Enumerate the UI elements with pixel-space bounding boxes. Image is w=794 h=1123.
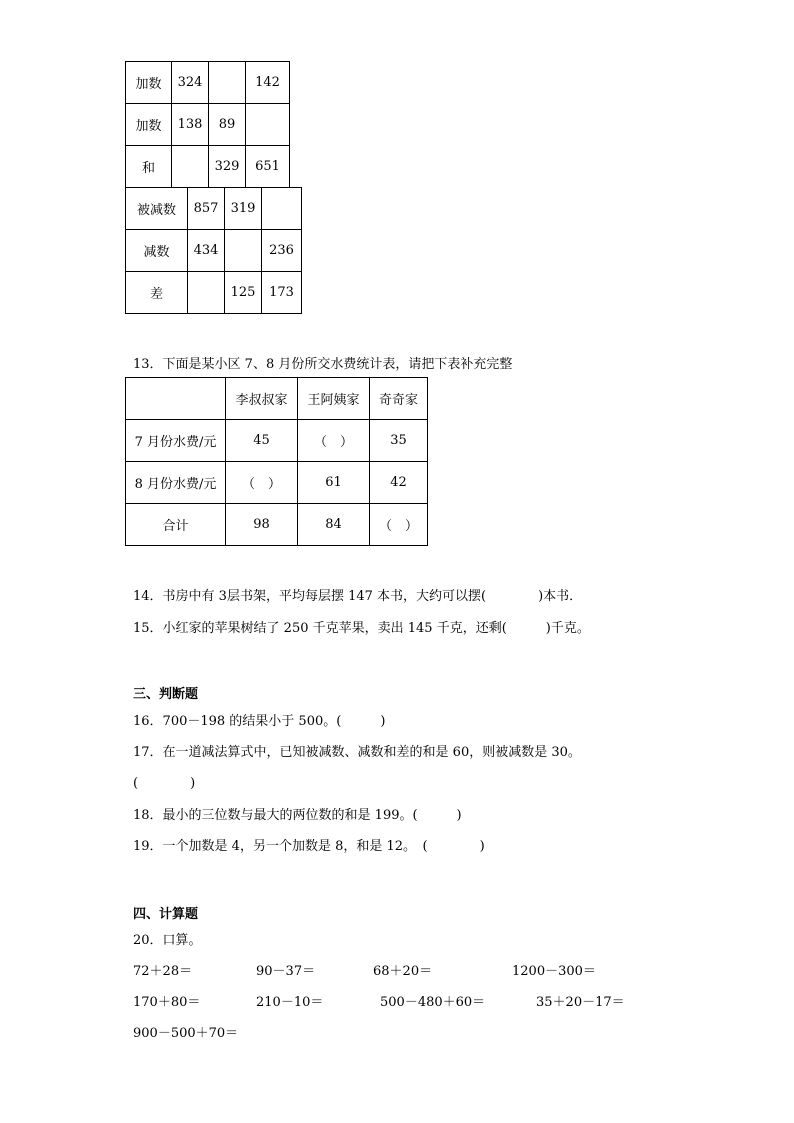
table-header: 奇奇家 — [370, 378, 428, 420]
row-label: 和 — [126, 146, 172, 188]
calc-item: 1200－300＝ — [512, 964, 596, 979]
row-label: 8 月份水费/元 — [126, 462, 226, 504]
question-19: 19．一个加数是 4，另一个加数是 8，和是 12。 ( ) — [133, 839, 485, 854]
question-17-answer: ( ) — [133, 776, 196, 791]
calc-item: 900－500＋70＝ — [133, 1026, 239, 1041]
table-cell: 236 — [262, 230, 302, 272]
question-17: 17．在一道减法算式中，已知被减数、减数和差的和是 60，则被减数是 30。 — [133, 745, 581, 760]
section-heading-calculation: 四、计算题 — [133, 907, 199, 922]
table-cell: 45 — [226, 420, 298, 462]
table-row — [126, 104, 290, 146]
table-row — [126, 146, 290, 188]
question-14: 14．书房中有 3层书架，平均每层摆 147 本书，大约可以摆( )本书． — [133, 589, 583, 604]
row-label: 减数 — [126, 230, 188, 272]
table-row — [126, 62, 290, 104]
table-cell: 651 — [246, 146, 290, 188]
table-header — [126, 378, 226, 420]
table-cell — [172, 146, 209, 188]
table-cell: 98 — [226, 504, 298, 546]
table-header: 王阿姨家 — [298, 378, 370, 420]
question-15: 15．小红家的苹果树结了 250 千克苹果，卖出 145 千克，还剩( )千克。 — [133, 621, 590, 636]
row-label: 差 — [126, 272, 188, 314]
table-cell: 173 — [262, 272, 302, 314]
table-cell: 89 — [209, 104, 246, 146]
table-row — [126, 420, 428, 462]
table-cell — [188, 272, 225, 314]
subtraction-table — [125, 187, 302, 314]
question-20: 20．口算。 — [133, 933, 202, 948]
calc-item: 90－37＝ — [256, 964, 316, 979]
table-row — [126, 504, 428, 546]
table-header-row — [126, 378, 428, 420]
table-cell: 857 — [188, 188, 225, 230]
table-cell: 142 — [246, 62, 290, 104]
section-heading-judgement: 三、判断题 — [133, 687, 199, 702]
table-cell: 138 — [172, 104, 209, 146]
table-cell — [209, 62, 246, 104]
table-cell: 61 — [298, 462, 370, 504]
table-row — [126, 230, 302, 272]
table-cell: 35 — [370, 420, 428, 462]
row-label: 加数 — [126, 62, 172, 104]
row-label: 7 月份水费/元 — [126, 420, 226, 462]
table-cell: （ ） — [226, 462, 298, 504]
table-cell: 319 — [225, 188, 262, 230]
question-18: 18．最小的三位数与最大的两位数的和是 199。( ) — [133, 808, 462, 823]
calc-item: 500－480＋60＝ — [380, 995, 486, 1010]
calc-item: 68＋20＝ — [373, 964, 433, 979]
calc-item: 170＋80＝ — [133, 995, 201, 1010]
water-fee-table — [125, 377, 428, 546]
table-cell: （ ） — [370, 504, 428, 546]
table-cell: 84 — [298, 504, 370, 546]
table-cell — [225, 230, 262, 272]
table-cell: 324 — [172, 62, 209, 104]
calc-item: 210－10＝ — [256, 995, 324, 1010]
table-cell: （ ） — [298, 420, 370, 462]
row-label: 加数 — [126, 104, 172, 146]
table-cell: 329 — [209, 146, 246, 188]
question-16: 16．700－198 的结果小于 500。( ) — [133, 714, 386, 729]
calc-item: 35＋20－17＝ — [536, 995, 625, 1010]
table-row — [126, 188, 302, 230]
row-label: 被减数 — [126, 188, 188, 230]
addition-table — [125, 61, 290, 188]
table-cell — [262, 188, 302, 230]
table-cell: 125 — [225, 272, 262, 314]
table-row — [126, 272, 302, 314]
row-label: 合计 — [126, 504, 226, 546]
table-header: 李叔叔家 — [226, 378, 298, 420]
calc-item: 72＋28＝ — [133, 964, 193, 979]
table-cell — [246, 104, 290, 146]
table-cell: 42 — [370, 462, 428, 504]
table-row — [126, 462, 428, 504]
question-13: 13．下面是某小区 7、8 月份所交水费统计表，请把下表补充完整 — [133, 357, 513, 372]
table-cell: 434 — [188, 230, 225, 272]
